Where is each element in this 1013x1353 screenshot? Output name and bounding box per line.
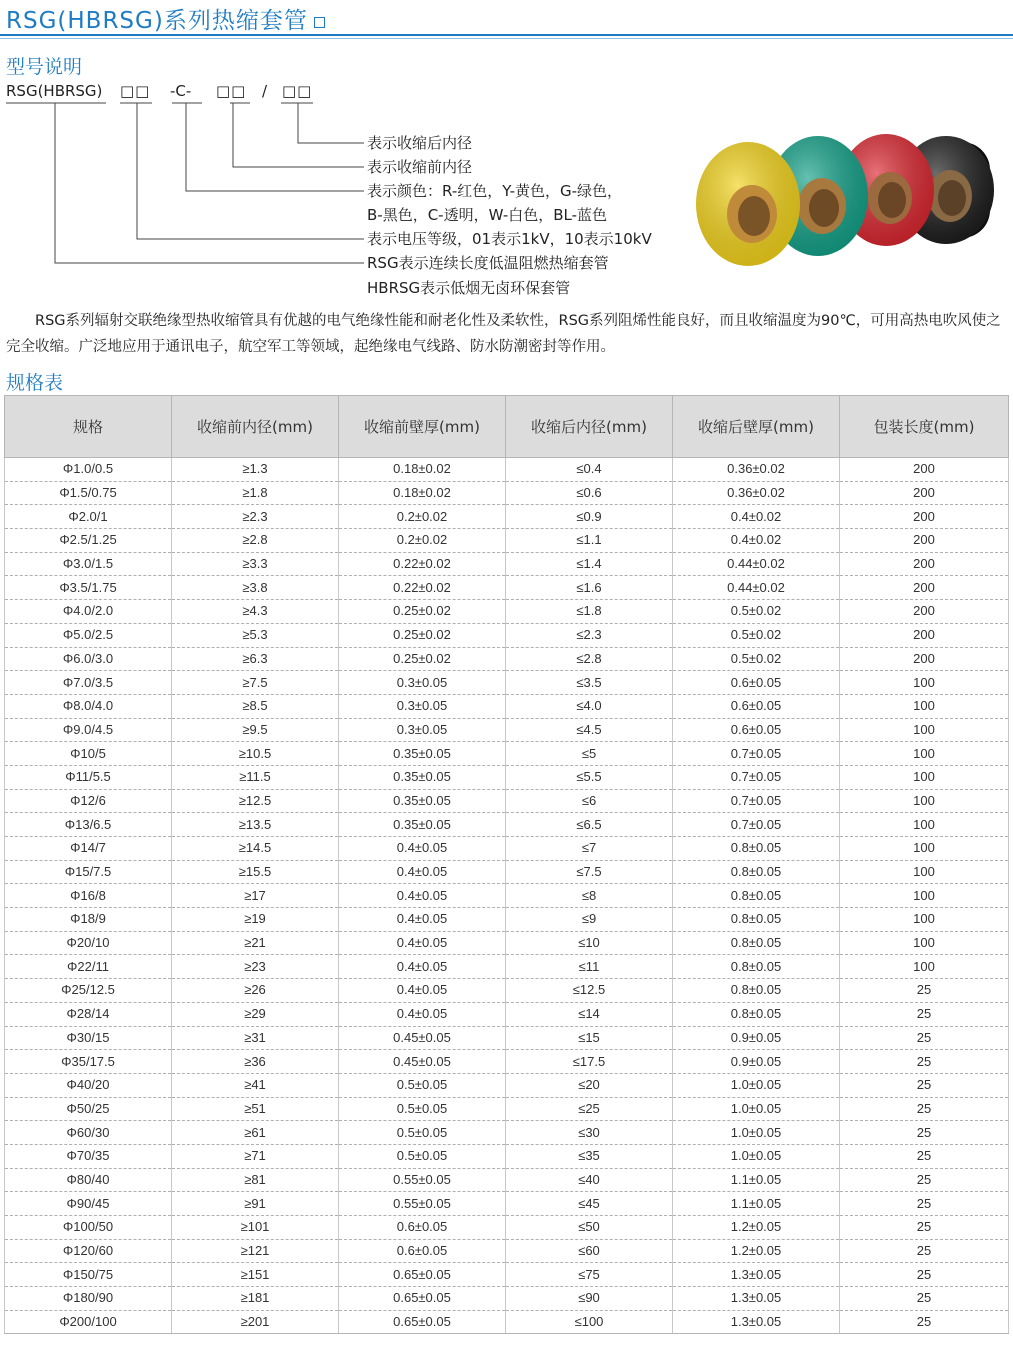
table-row bbox=[5, 694, 1009, 718]
package-length-cell: 25 bbox=[840, 1121, 1009, 1145]
table-row bbox=[5, 813, 1009, 837]
table-row bbox=[5, 600, 1009, 624]
package-length-cell: 100 bbox=[840, 837, 1009, 861]
package-length-cell: 200 bbox=[840, 576, 1009, 600]
table-row bbox=[5, 647, 1009, 671]
spec-cell: Φ1.0/0.5 bbox=[5, 458, 172, 482]
table-row bbox=[5, 955, 1009, 979]
spec-cell: Φ15/7.5 bbox=[5, 860, 172, 884]
table-row bbox=[5, 1097, 1009, 1121]
package-length-cell: 25 bbox=[840, 1310, 1009, 1334]
before-wall-cell: 0.35±0.05 bbox=[339, 813, 506, 837]
before-id-cell: ≥36 bbox=[172, 1050, 339, 1074]
table-row bbox=[5, 481, 1009, 505]
spec-cell: Φ40/20 bbox=[5, 1073, 172, 1097]
package-length-cell: 200 bbox=[840, 623, 1009, 647]
after-wall-cell: 0.8±0.05 bbox=[673, 1002, 840, 1026]
after-id-cell: ≤1.4 bbox=[506, 552, 673, 576]
before-wall-cell: 0.55±0.05 bbox=[339, 1192, 506, 1216]
before-wall-cell: 0.55±0.05 bbox=[339, 1168, 506, 1192]
package-length-cell: 100 bbox=[840, 813, 1009, 837]
after-id-cell: ≤35 bbox=[506, 1144, 673, 1168]
spec-cell: Φ70/35 bbox=[5, 1144, 172, 1168]
table-row bbox=[5, 1002, 1009, 1026]
after-id-cell: ≤8 bbox=[506, 884, 673, 908]
after-id-cell: ≤7 bbox=[506, 837, 673, 861]
spec-cell: Φ4.0/2.0 bbox=[5, 600, 172, 624]
after-wall-cell: 0.8±0.05 bbox=[673, 908, 840, 932]
before-id-cell: ≥3.3 bbox=[172, 552, 339, 576]
legend-after-diameter: 表示收缩后内径 bbox=[367, 134, 473, 152]
after-wall-cell: 1.0±0.05 bbox=[673, 1144, 840, 1168]
before-wall-cell: 0.4±0.05 bbox=[339, 955, 506, 979]
column-header-after-wall: 收缩后壁厚(mm) bbox=[673, 396, 840, 458]
package-length-cell: 200 bbox=[840, 600, 1009, 624]
after-wall-cell: 0.4±0.02 bbox=[673, 529, 840, 553]
after-id-cell: ≤1.1 bbox=[506, 529, 673, 553]
before-id-cell: ≥1.8 bbox=[172, 481, 339, 505]
after-id-cell: ≤4.0 bbox=[506, 694, 673, 718]
spec-section-heading: 规格表 bbox=[6, 372, 64, 394]
spec-table-header-row bbox=[5, 396, 1009, 458]
before-id-cell: ≥41 bbox=[172, 1073, 339, 1097]
after-id-cell: ≤0.6 bbox=[506, 481, 673, 505]
spec-cell: Φ3.5/1.75 bbox=[5, 576, 172, 600]
package-length-cell: 100 bbox=[840, 860, 1009, 884]
before-id-cell: ≥23 bbox=[172, 955, 339, 979]
before-wall-cell: 0.6±0.05 bbox=[339, 1216, 506, 1240]
spec-cell: Φ10/5 bbox=[5, 742, 172, 766]
package-length-cell: 25 bbox=[840, 1263, 1009, 1287]
after-wall-cell: 0.8±0.05 bbox=[673, 931, 840, 955]
package-length-cell: 25 bbox=[840, 1239, 1009, 1263]
after-wall-cell: 1.0±0.05 bbox=[673, 1073, 840, 1097]
after-wall-cell: 1.2±0.05 bbox=[673, 1216, 840, 1240]
table-row bbox=[5, 1263, 1009, 1287]
table-row bbox=[5, 671, 1009, 695]
after-wall-cell: 0.5±0.02 bbox=[673, 600, 840, 624]
before-wall-cell: 0.65±0.05 bbox=[339, 1263, 506, 1287]
before-id-cell: ≥10.5 bbox=[172, 742, 339, 766]
package-length-cell: 200 bbox=[840, 529, 1009, 553]
after-id-cell: ≤10 bbox=[506, 931, 673, 955]
after-wall-cell: 1.0±0.05 bbox=[673, 1121, 840, 1145]
legend-rsg: RSG表示连续长度低温阻燃热缩套管 bbox=[367, 254, 609, 272]
package-length-cell: 25 bbox=[840, 1216, 1009, 1240]
spec-cell: Φ35/17.5 bbox=[5, 1050, 172, 1074]
product-description: RSG系列辐射交联绝缘型热收缩管具有优越的电气绝缘性能和耐老化性及柔软性，RSG系列阻烯性能良好，而且收缩温度为90℃，可用高热电吹风使之完全收缩。广泛地应用于通讯电子，航空军工等领域，起绝缘电气线路、防水防潮密封等作用。 bbox=[6, 313, 1001, 355]
before-wall-cell: 0.35±0.05 bbox=[339, 742, 506, 766]
before-id-cell: ≥14.5 bbox=[172, 837, 339, 861]
table-row bbox=[5, 1073, 1009, 1097]
spec-cell: Φ13/6.5 bbox=[5, 813, 172, 837]
package-length-cell: 100 bbox=[840, 789, 1009, 813]
before-id-cell: ≥71 bbox=[172, 1144, 339, 1168]
after-id-cell: ≤17.5 bbox=[506, 1050, 673, 1074]
before-wall-cell: 0.18±0.02 bbox=[339, 458, 506, 482]
model-code-prefix: RSG(HBRSG) bbox=[6, 82, 103, 100]
before-id-cell: ≥3.8 bbox=[172, 576, 339, 600]
after-id-cell: ≤30 bbox=[506, 1121, 673, 1145]
spec-cell: Φ20/10 bbox=[5, 931, 172, 955]
spec-cell: Φ8.0/4.0 bbox=[5, 694, 172, 718]
before-id-cell: ≥12.5 bbox=[172, 789, 339, 813]
after-wall-cell: 0.36±0.02 bbox=[673, 458, 840, 482]
after-wall-cell: 0.6±0.05 bbox=[673, 694, 840, 718]
before-id-cell: ≥151 bbox=[172, 1263, 339, 1287]
before-wall-cell: 0.4±0.05 bbox=[339, 837, 506, 861]
before-wall-cell: 0.4±0.05 bbox=[339, 908, 506, 932]
package-length-cell: 25 bbox=[840, 1073, 1009, 1097]
after-wall-cell: 0.8±0.05 bbox=[673, 837, 840, 861]
before-wall-cell: 0.3±0.05 bbox=[339, 694, 506, 718]
after-wall-cell: 0.8±0.05 bbox=[673, 884, 840, 908]
column-header-before-id: 收缩前内径(mm) bbox=[172, 396, 339, 458]
before-id-cell: ≥11.5 bbox=[172, 765, 339, 789]
after-id-cell: ≤11 bbox=[506, 955, 673, 979]
package-length-cell: 200 bbox=[840, 458, 1009, 482]
model-code-color-part: -C- bbox=[170, 82, 192, 100]
after-wall-cell: 0.9±0.05 bbox=[673, 1050, 840, 1074]
before-id-cell: ≥8.5 bbox=[172, 694, 339, 718]
after-wall-cell: 0.7±0.05 bbox=[673, 765, 840, 789]
before-id-cell: ≥121 bbox=[172, 1239, 339, 1263]
model-code-voltage-boxes: □□ bbox=[120, 82, 151, 100]
spec-cell: Φ7.0/3.5 bbox=[5, 671, 172, 695]
before-wall-cell: 0.5±0.05 bbox=[339, 1121, 506, 1145]
before-id-cell: ≥15.5 bbox=[172, 860, 339, 884]
before-wall-cell: 0.25±0.02 bbox=[339, 647, 506, 671]
package-length-cell: 100 bbox=[840, 694, 1009, 718]
before-wall-cell: 0.4±0.05 bbox=[339, 931, 506, 955]
column-header-before-wall: 收缩前壁厚(mm) bbox=[339, 396, 506, 458]
after-id-cell: ≤100 bbox=[506, 1310, 673, 1334]
after-id-cell: ≤1.8 bbox=[506, 600, 673, 624]
table-row bbox=[5, 1192, 1009, 1216]
package-length-cell: 100 bbox=[840, 765, 1009, 789]
table-row bbox=[5, 742, 1009, 766]
before-wall-cell: 0.5±0.05 bbox=[339, 1073, 506, 1097]
before-id-cell: ≥1.3 bbox=[172, 458, 339, 482]
coil-yellow bbox=[696, 142, 800, 266]
spec-cell: Φ80/40 bbox=[5, 1168, 172, 1192]
table-row bbox=[5, 1216, 1009, 1240]
package-length-cell: 25 bbox=[840, 1026, 1009, 1050]
before-wall-cell: 0.3±0.05 bbox=[339, 671, 506, 695]
after-wall-cell: 0.5±0.02 bbox=[673, 623, 840, 647]
package-length-cell: 25 bbox=[840, 1287, 1009, 1311]
after-id-cell: ≤7.5 bbox=[506, 860, 673, 884]
package-length-cell: 25 bbox=[840, 1097, 1009, 1121]
after-id-cell: ≤20 bbox=[506, 1073, 673, 1097]
before-id-cell: ≥101 bbox=[172, 1216, 339, 1240]
before-id-cell: ≥13.5 bbox=[172, 813, 339, 837]
table-row bbox=[5, 979, 1009, 1003]
package-length-cell: 100 bbox=[840, 742, 1009, 766]
after-id-cell: ≤6.5 bbox=[506, 813, 673, 837]
spec-cell: Φ3.0/1.5 bbox=[5, 552, 172, 576]
after-wall-cell: 0.5±0.02 bbox=[673, 647, 840, 671]
before-id-cell: ≥2.3 bbox=[172, 505, 339, 529]
after-id-cell: ≤5 bbox=[506, 742, 673, 766]
before-wall-cell: 0.45±0.05 bbox=[339, 1026, 506, 1050]
spec-cell: Φ11/5.5 bbox=[5, 765, 172, 789]
after-id-cell: ≤2.3 bbox=[506, 623, 673, 647]
before-id-cell: ≥91 bbox=[172, 1192, 339, 1216]
spec-cell: Φ2.5/1.25 bbox=[5, 529, 172, 553]
after-id-cell: ≤3.5 bbox=[506, 671, 673, 695]
table-row bbox=[5, 1239, 1009, 1263]
table-row bbox=[5, 789, 1009, 813]
before-wall-cell: 0.22±0.02 bbox=[339, 576, 506, 600]
package-length-cell: 200 bbox=[840, 505, 1009, 529]
package-length-cell: 100 bbox=[840, 931, 1009, 955]
after-id-cell: ≤25 bbox=[506, 1097, 673, 1121]
table-row bbox=[5, 884, 1009, 908]
model-code-slash: / bbox=[262, 82, 268, 100]
before-id-cell: ≥7.5 bbox=[172, 671, 339, 695]
before-id-cell: ≥201 bbox=[172, 1310, 339, 1334]
after-id-cell: ≤50 bbox=[506, 1216, 673, 1240]
before-id-cell: ≥5.3 bbox=[172, 623, 339, 647]
spec-cell: Φ9.0/4.5 bbox=[5, 718, 172, 742]
after-id-cell: ≤1.6 bbox=[506, 576, 673, 600]
package-length-cell: 200 bbox=[840, 481, 1009, 505]
before-id-cell: ≥61 bbox=[172, 1121, 339, 1145]
after-wall-cell: 0.6±0.05 bbox=[673, 671, 840, 695]
before-wall-cell: 0.22±0.02 bbox=[339, 552, 506, 576]
before-wall-cell: 0.25±0.02 bbox=[339, 600, 506, 624]
table-row bbox=[5, 576, 1009, 600]
after-id-cell: ≤12.5 bbox=[506, 979, 673, 1003]
before-wall-cell: 0.5±0.05 bbox=[339, 1097, 506, 1121]
before-wall-cell: 0.5±0.05 bbox=[339, 1144, 506, 1168]
model-code-before-boxes: □□ bbox=[216, 82, 247, 100]
after-wall-cell: 1.1±0.05 bbox=[673, 1168, 840, 1192]
after-wall-cell: 1.0±0.05 bbox=[673, 1097, 840, 1121]
spec-cell: Φ150/75 bbox=[5, 1263, 172, 1287]
after-id-cell: ≤9 bbox=[506, 908, 673, 932]
after-wall-cell: 1.3±0.05 bbox=[673, 1310, 840, 1334]
table-row bbox=[5, 552, 1009, 576]
after-wall-cell: 0.7±0.05 bbox=[673, 789, 840, 813]
after-wall-cell: 0.8±0.05 bbox=[673, 979, 840, 1003]
column-header-package-length: 包装长度(mm) bbox=[840, 396, 1009, 458]
table-row bbox=[5, 908, 1009, 932]
package-length-cell: 100 bbox=[840, 718, 1009, 742]
table-row bbox=[5, 458, 1009, 482]
after-wall-cell: 1.3±0.05 bbox=[673, 1287, 840, 1311]
spec-cell: Φ120/60 bbox=[5, 1239, 172, 1263]
table-row bbox=[5, 529, 1009, 553]
before-wall-cell: 0.6±0.05 bbox=[339, 1239, 506, 1263]
after-id-cell: ≤2.8 bbox=[506, 647, 673, 671]
before-id-cell: ≥17 bbox=[172, 884, 339, 908]
column-header-after-id: 收缩后内径(mm) bbox=[506, 396, 673, 458]
after-wall-cell: 0.44±0.02 bbox=[673, 552, 840, 576]
before-id-cell: ≥26 bbox=[172, 979, 339, 1003]
table-row bbox=[5, 765, 1009, 789]
after-id-cell: ≤15 bbox=[506, 1026, 673, 1050]
after-wall-cell: 0.7±0.05 bbox=[673, 742, 840, 766]
spec-cell: Φ180/90 bbox=[5, 1287, 172, 1311]
before-wall-cell: 0.2±0.02 bbox=[339, 529, 506, 553]
before-wall-cell: 0.18±0.02 bbox=[339, 481, 506, 505]
spec-cell: Φ25/12.5 bbox=[5, 979, 172, 1003]
spec-cell: Φ50/25 bbox=[5, 1097, 172, 1121]
after-id-cell: ≤60 bbox=[506, 1239, 673, 1263]
before-wall-cell: 0.4±0.05 bbox=[339, 860, 506, 884]
table-row bbox=[5, 505, 1009, 529]
before-wall-cell: 0.2±0.02 bbox=[339, 505, 506, 529]
after-id-cell: ≤4.5 bbox=[506, 718, 673, 742]
table-row bbox=[5, 860, 1009, 884]
before-id-cell: ≥2.8 bbox=[172, 529, 339, 553]
after-wall-cell: 1.1±0.05 bbox=[673, 1192, 840, 1216]
after-id-cell: ≤75 bbox=[506, 1263, 673, 1287]
before-id-cell: ≥31 bbox=[172, 1026, 339, 1050]
spec-cell: Φ16/8 bbox=[5, 884, 172, 908]
legend-before-diameter: 表示收缩前内径 bbox=[367, 158, 473, 176]
before-wall-cell: 0.65±0.05 bbox=[339, 1310, 506, 1334]
table-row bbox=[5, 1287, 1009, 1311]
before-wall-cell: 0.4±0.05 bbox=[339, 1002, 506, 1026]
spec-cell: Φ14/7 bbox=[5, 837, 172, 861]
after-wall-cell: 0.6±0.05 bbox=[673, 718, 840, 742]
before-wall-cell: 0.4±0.05 bbox=[339, 979, 506, 1003]
after-wall-cell: 0.8±0.05 bbox=[673, 860, 840, 884]
model-section-heading: 型号说明 bbox=[6, 56, 83, 78]
package-length-cell: 25 bbox=[840, 1168, 1009, 1192]
after-wall-cell: 0.36±0.02 bbox=[673, 481, 840, 505]
after-id-cell: ≤0.9 bbox=[506, 505, 673, 529]
legend-voltage: 表示电压等级，01表示1kV，10表示10kV bbox=[367, 230, 652, 248]
after-id-cell: ≤40 bbox=[506, 1168, 673, 1192]
table-row bbox=[5, 837, 1009, 861]
spec-cell: Φ22/11 bbox=[5, 955, 172, 979]
before-wall-cell: 0.25±0.02 bbox=[339, 623, 506, 647]
before-wall-cell: 0.35±0.05 bbox=[339, 789, 506, 813]
table-row bbox=[5, 1121, 1009, 1145]
legend-hbrsg: HBRSG表示低烟无卤环保套管 bbox=[367, 279, 571, 297]
before-id-cell: ≥19 bbox=[172, 908, 339, 932]
spec-cell: Φ90/45 bbox=[5, 1192, 172, 1216]
package-length-cell: 200 bbox=[840, 552, 1009, 576]
before-id-cell: ≥6.3 bbox=[172, 647, 339, 671]
package-length-cell: 25 bbox=[840, 1192, 1009, 1216]
before-id-cell: ≥51 bbox=[172, 1097, 339, 1121]
page-title-text: RSG(HBRSG)系列热缩套管 bbox=[6, 8, 308, 34]
spec-table-body bbox=[5, 458, 1009, 1334]
before-id-cell: ≥29 bbox=[172, 1002, 339, 1026]
spec-table bbox=[4, 395, 1009, 1334]
model-code-after-boxes: □□ bbox=[282, 82, 313, 100]
table-row bbox=[5, 623, 1009, 647]
legend-color-2: B-黑色，C-透明，W-白色，BL-蓝色 bbox=[367, 206, 608, 224]
before-id-cell: ≥4.3 bbox=[172, 600, 339, 624]
table-row bbox=[5, 931, 1009, 955]
spec-cell: Φ5.0/2.5 bbox=[5, 623, 172, 647]
table-row bbox=[5, 1050, 1009, 1074]
after-wall-cell: 0.4±0.02 bbox=[673, 505, 840, 529]
after-id-cell: ≤5.5 bbox=[506, 765, 673, 789]
before-id-cell: ≥181 bbox=[172, 1287, 339, 1311]
after-wall-cell: 0.8±0.05 bbox=[673, 955, 840, 979]
before-wall-cell: 0.3±0.05 bbox=[339, 718, 506, 742]
table-row bbox=[5, 718, 1009, 742]
spec-cell: Φ6.0/3.0 bbox=[5, 647, 172, 671]
package-length-cell: 25 bbox=[840, 1002, 1009, 1026]
table-row bbox=[5, 1168, 1009, 1192]
package-length-cell: 200 bbox=[840, 647, 1009, 671]
after-wall-cell: 0.7±0.05 bbox=[673, 813, 840, 837]
spec-cell: Φ28/14 bbox=[5, 1002, 172, 1026]
before-wall-cell: 0.4±0.05 bbox=[339, 884, 506, 908]
after-wall-cell: 0.9±0.05 bbox=[673, 1026, 840, 1050]
spec-cell: Φ60/30 bbox=[5, 1121, 172, 1145]
table-row bbox=[5, 1026, 1009, 1050]
before-wall-cell: 0.45±0.05 bbox=[339, 1050, 506, 1074]
before-id-cell: ≥9.5 bbox=[172, 718, 339, 742]
spec-cell: Φ2.0/1 bbox=[5, 505, 172, 529]
before-id-cell: ≥81 bbox=[172, 1168, 339, 1192]
package-length-cell: 25 bbox=[840, 1144, 1009, 1168]
before-wall-cell: 0.65±0.05 bbox=[339, 1287, 506, 1311]
package-length-cell: 100 bbox=[840, 908, 1009, 932]
before-wall-cell: 0.35±0.05 bbox=[339, 765, 506, 789]
spec-cell: Φ100/50 bbox=[5, 1216, 172, 1240]
package-length-cell: 100 bbox=[840, 955, 1009, 979]
after-wall-cell: 0.44±0.02 bbox=[673, 576, 840, 600]
model-legend-connector-lines bbox=[0, 0, 400, 300]
before-id-cell: ≥21 bbox=[172, 931, 339, 955]
spec-cell: Φ12/6 bbox=[5, 789, 172, 813]
spec-cell: Φ18/9 bbox=[5, 908, 172, 932]
after-id-cell: ≤90 bbox=[506, 1287, 673, 1311]
spec-cell: Φ1.5/0.75 bbox=[5, 481, 172, 505]
table-row bbox=[5, 1310, 1009, 1334]
after-id-cell: ≤6 bbox=[506, 789, 673, 813]
package-length-cell: 100 bbox=[840, 671, 1009, 695]
table-row bbox=[5, 1144, 1009, 1168]
product-photo bbox=[690, 126, 1006, 276]
spec-cell: Φ30/15 bbox=[5, 1026, 172, 1050]
package-length-cell: 25 bbox=[840, 979, 1009, 1003]
legend-color-1: 表示颜色：R-红色，Y-黄色，G-绿色， bbox=[367, 182, 623, 200]
after-wall-cell: 1.3±0.05 bbox=[673, 1263, 840, 1287]
spec-cell: Φ200/100 bbox=[5, 1310, 172, 1334]
after-id-cell: ≤0.4 bbox=[506, 458, 673, 482]
after-wall-cell: 1.2±0.05 bbox=[673, 1239, 840, 1263]
after-id-cell: ≤14 bbox=[506, 1002, 673, 1026]
after-id-cell: ≤45 bbox=[506, 1192, 673, 1216]
column-header-spec: 规格 bbox=[5, 396, 172, 458]
package-length-cell: 25 bbox=[840, 1050, 1009, 1074]
package-length-cell: 100 bbox=[840, 884, 1009, 908]
